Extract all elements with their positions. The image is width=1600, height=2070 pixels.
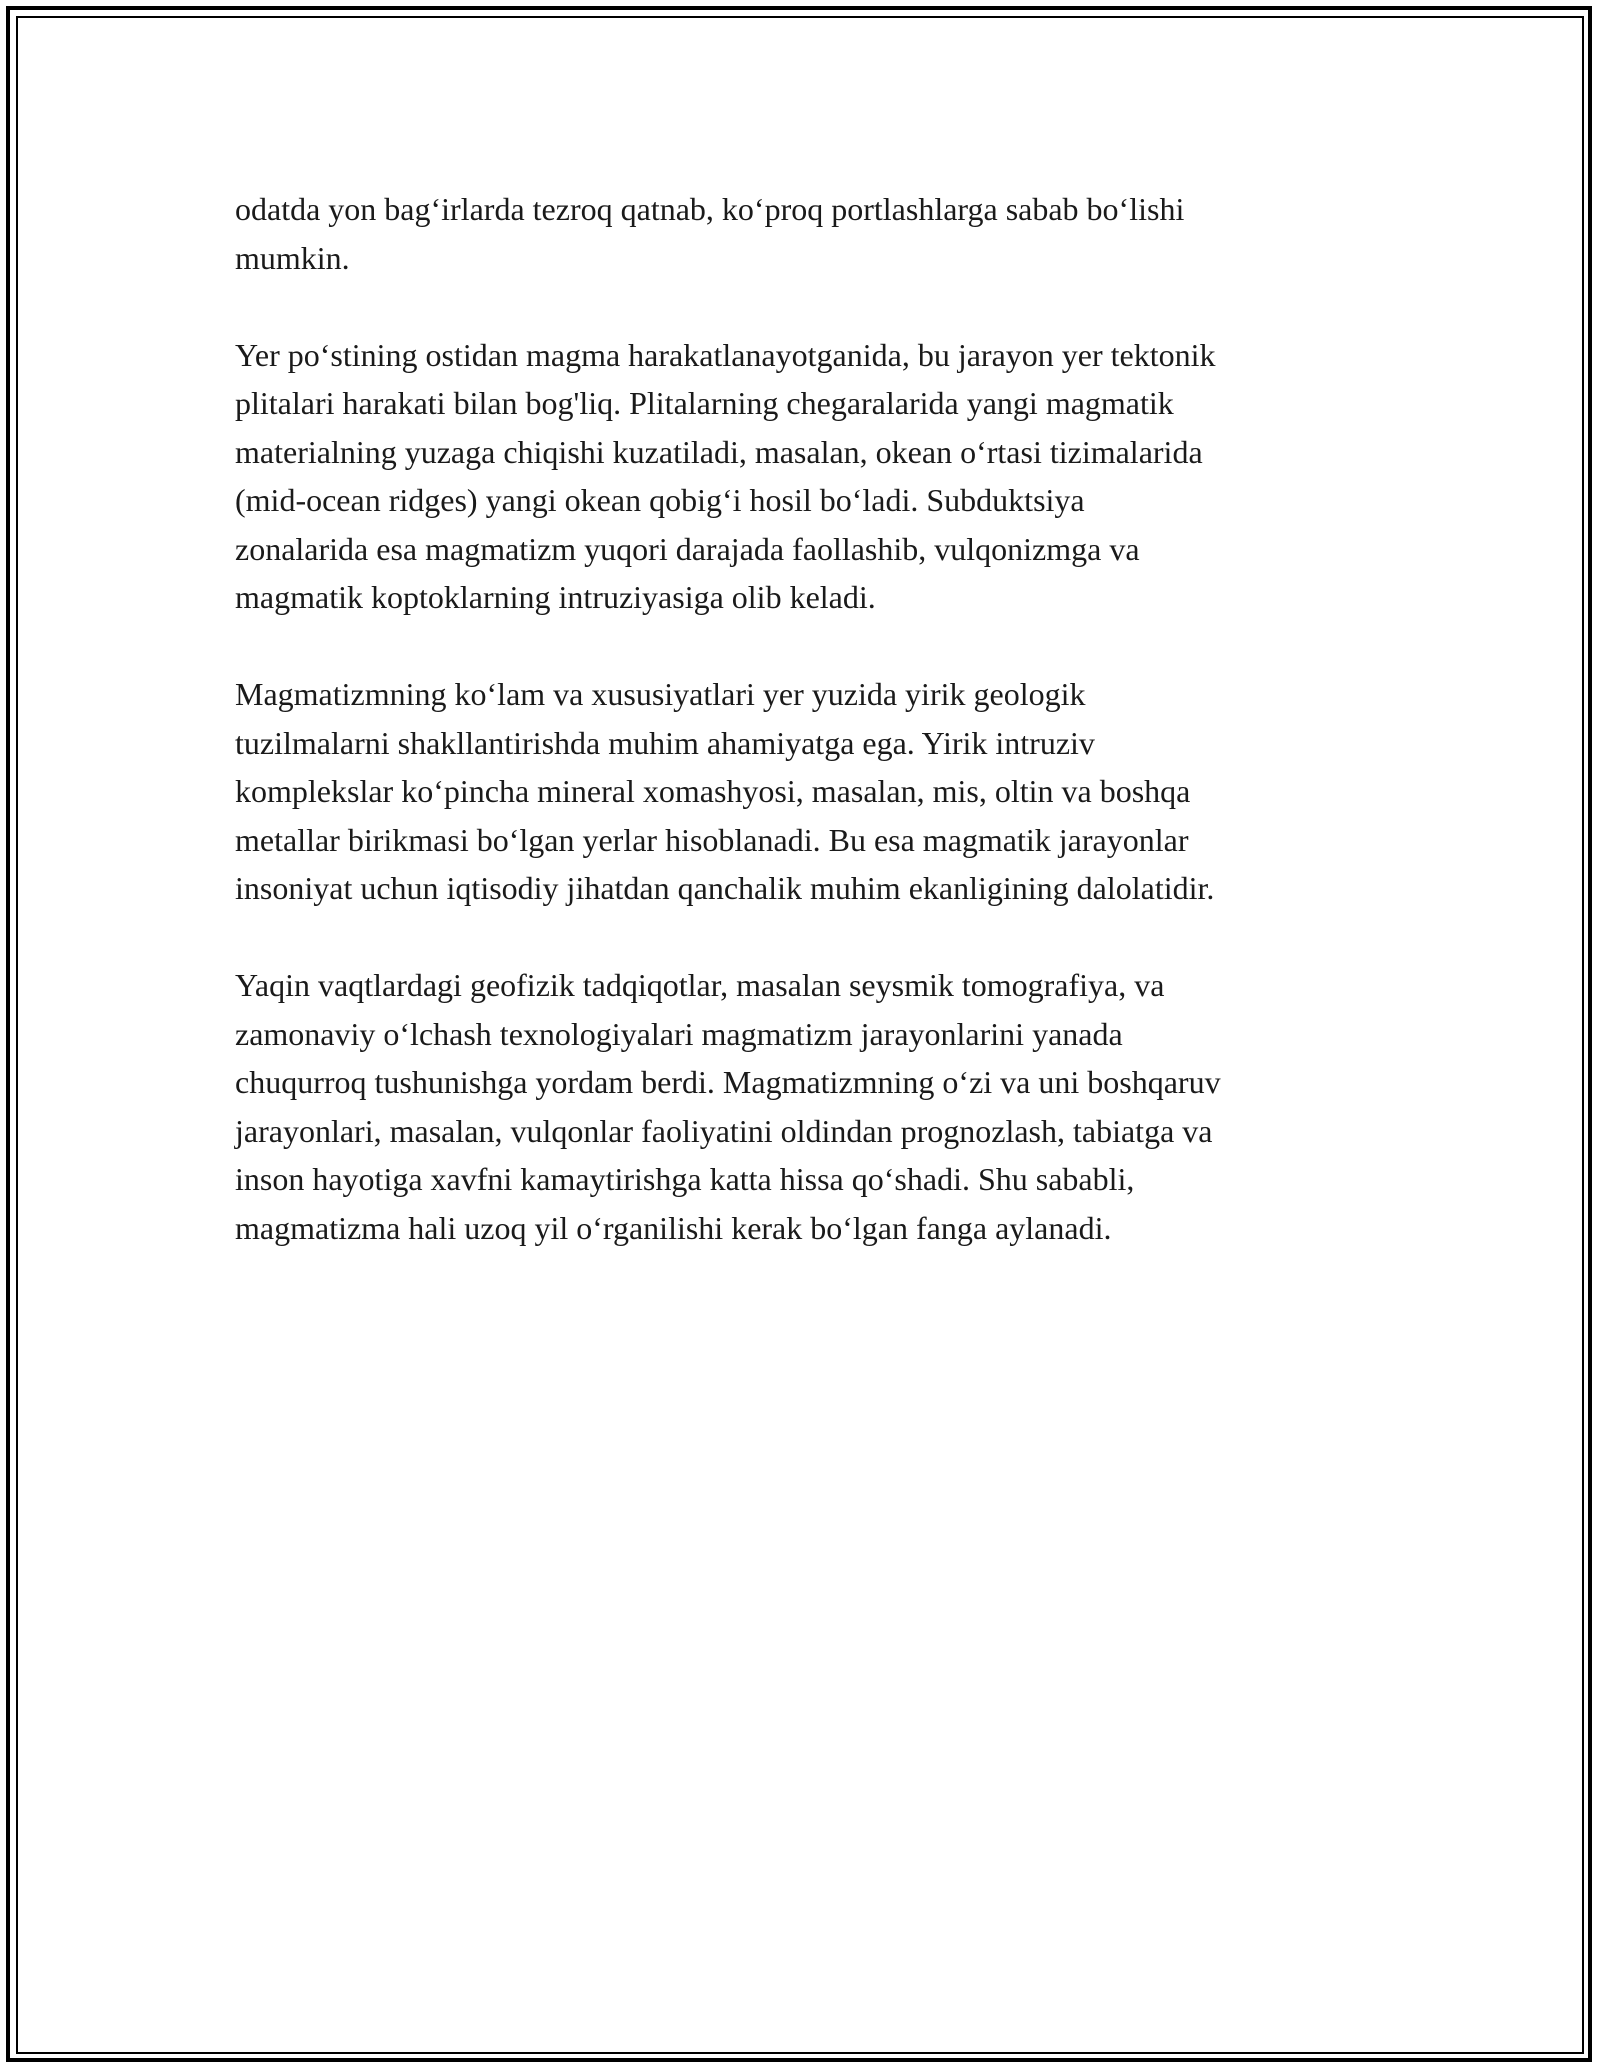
paragraph-2 [235,331,1385,622]
paragraph-1 [235,185,1385,282]
document-body [235,185,1385,1301]
paragraph-4 [235,961,1385,1252]
text-line: Yer po‘stining ostidan magma harakatlanayotganida, bu jarayon yer tektonik [235,336,1216,373]
text-line: magmatizma hali uzoq yil o‘rganilishi kerak bo‘lgan fanga aylanadi. [235,1209,1112,1246]
text-line: zonalarida esa magmatizm yuqori darajada faollashib, vulqonizmga va [235,530,1140,567]
text-line: jarayonlari, masalan, vulqonlar faoliyatini oldindan prognozlash, tabiatga va [235,1112,1213,1149]
text-line: chuqurroq tushunishga yordam berdi. Magmatizmning o‘zi va uni boshqaruv [235,1064,1221,1100]
text-line: tuzilmalarni shakllantirishda muhim ahamiyatga ega. Yirik intruziv [235,724,1095,761]
text-line: Magmatizmning ko‘lam va xususiyatlari yer yuzida yirik geologik [235,676,1086,712]
paragraph-3 [235,670,1385,913]
text-line: zamonaviy o‘lchash texnologiyalari magmatizm jarayonlarini yanada [235,1015,1123,1052]
text-line: inson hayotiga xavfni kamaytirishga katta hissa qo‘shadi. Shu sababli, [235,1161,1135,1197]
text-line: odatda yon bag‘irlarda tezroq qatnab, ko‘proq portlashlarga sabab bo‘lishi [235,191,1185,227]
text-line: Yaqin vaqtlardagi geofizik tadqiqotlar, masalan seysmik tomografiya, va [235,967,1165,1003]
text-line: insoniyat uchun iqtisodiy jihatdan qanchalik muhim ekanligining dalolatidir. [235,870,1215,906]
text-line: mumkin. [235,239,350,276]
text-line: metallar birikmasi bo‘lgan yerlar hisoblanadi. Bu esa magmatik jarayonlar [235,821,1189,858]
text-line: plitalari harakati bilan bog'liq. Plitalarning chegaralarida yangi magmatik [235,385,1174,421]
text-line: magmatik koptoklarning intruziyasiga olib keladi. [235,579,876,615]
text-line: komplekslar ko‘pincha mineral xomashyosi, masalan, mis, oltin va boshqa [235,773,1191,809]
text-line: materialning yuzaga chiqishi kuzatiladi, masalan, okean o‘rtasi tizimalarida [235,433,1203,470]
text-line: (mid-ocean ridges) yangi okean qobig‘i hosil bo‘ladi. Subduktsiya [235,482,1085,518]
